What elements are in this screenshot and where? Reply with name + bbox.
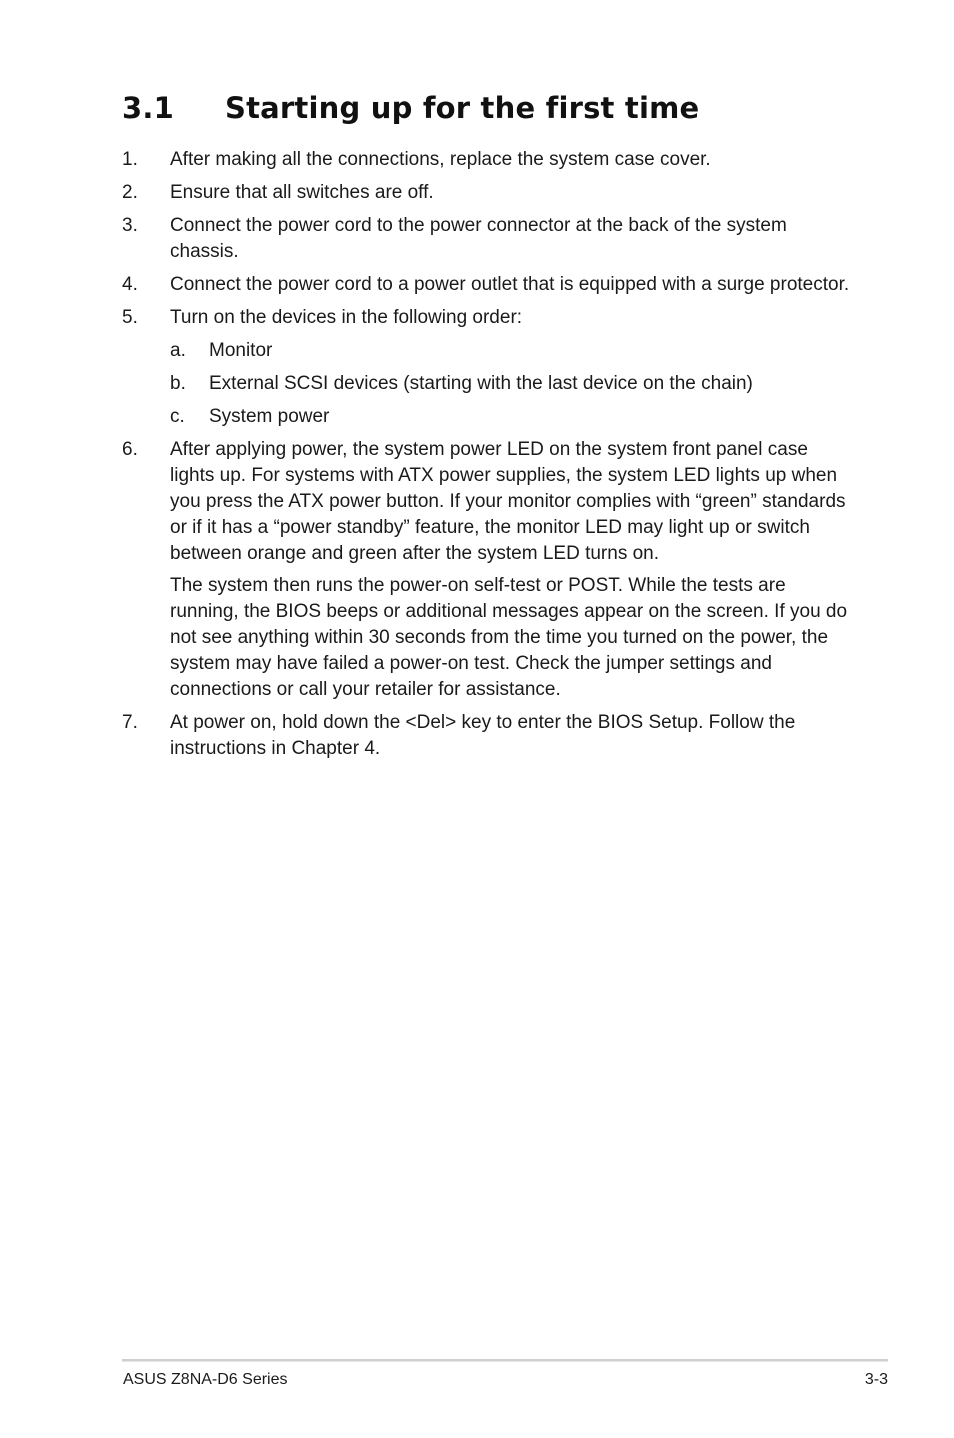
page-title [122, 84, 699, 132]
step-number: 7. [122, 712, 138, 733]
substep-letter: b. [170, 373, 186, 394]
step-number: 1. [122, 149, 138, 170]
step-text: Connect the power cord to the power connector at the back of the system chassis. [170, 215, 787, 262]
step-number: 4. [122, 274, 138, 295]
substep-text: Monitor [209, 340, 273, 361]
step-body [170, 272, 852, 298]
substep-text: System power [209, 406, 330, 427]
footer-product-name: ASUS Z8NA-D6 Series [123, 1371, 288, 1388]
step-4 [122, 272, 852, 298]
step-2 [122, 180, 852, 206]
step-text: Turn on the devices in the following order: [170, 307, 523, 328]
step-body [170, 147, 852, 173]
step-text: Connect the power cord to a power outlet that is equipped with a surge protector. [170, 274, 850, 295]
substep-b [170, 371, 852, 397]
section-number: 3.1 [122, 91, 174, 125]
step-body [170, 305, 852, 430]
substep-letter: a. [170, 340, 186, 361]
footer-page-number: 3-3 [864, 1371, 888, 1388]
step-body [170, 710, 852, 762]
step-number: 5. [122, 307, 138, 328]
substep-c [170, 404, 852, 430]
step-text: Ensure that all switches are off. [170, 182, 434, 203]
step-7 [122, 710, 852, 762]
step-body [170, 180, 852, 206]
device-order-list [170, 338, 852, 430]
step-body [170, 437, 852, 703]
step-text: After making all the connections, replace the system case cover. [170, 149, 711, 170]
step-5 [122, 305, 852, 430]
substep-letter: c. [170, 406, 185, 427]
step-text: At power on, hold down the <Del> key to enter the BIOS Setup. Follow the instructions in Chapter 4. [170, 712, 796, 759]
step-3 [122, 213, 852, 265]
step-number: 6. [122, 439, 138, 460]
startup-steps-list [122, 147, 852, 769]
step-text-continued: The system then runs the power-on self-test or POST. While the tests are running, the BIOS beeps or additional messages appear on the screen. If you do not see anything within 30 seconds from the time you turned on the power, the system may have failed a power-on test. Check the jumper settings and connections or call your retailer for assistance. [170, 575, 848, 700]
substep-text: External SCSI devices (starting with the last device on the chain) [209, 373, 753, 394]
step-number: 2. [122, 182, 138, 203]
step-1 [122, 147, 852, 173]
section-title-text: Starting up for the first time [225, 91, 700, 125]
step-text: After applying power, the system power LED on the system front panel case lights up. For systems with ATX power supplies, the system LED lights up when you press the ATX power button. If your monitor complies with “green” standards or if it has a “power standby” feature, the monitor LED may light up or switch between orange and green after the system LED turns on. [170, 439, 846, 564]
footer-divider [122, 1359, 888, 1362]
step-number: 3. [122, 215, 138, 236]
step-body [170, 213, 852, 265]
substep-a [170, 338, 852, 364]
step-6 [122, 437, 852, 703]
